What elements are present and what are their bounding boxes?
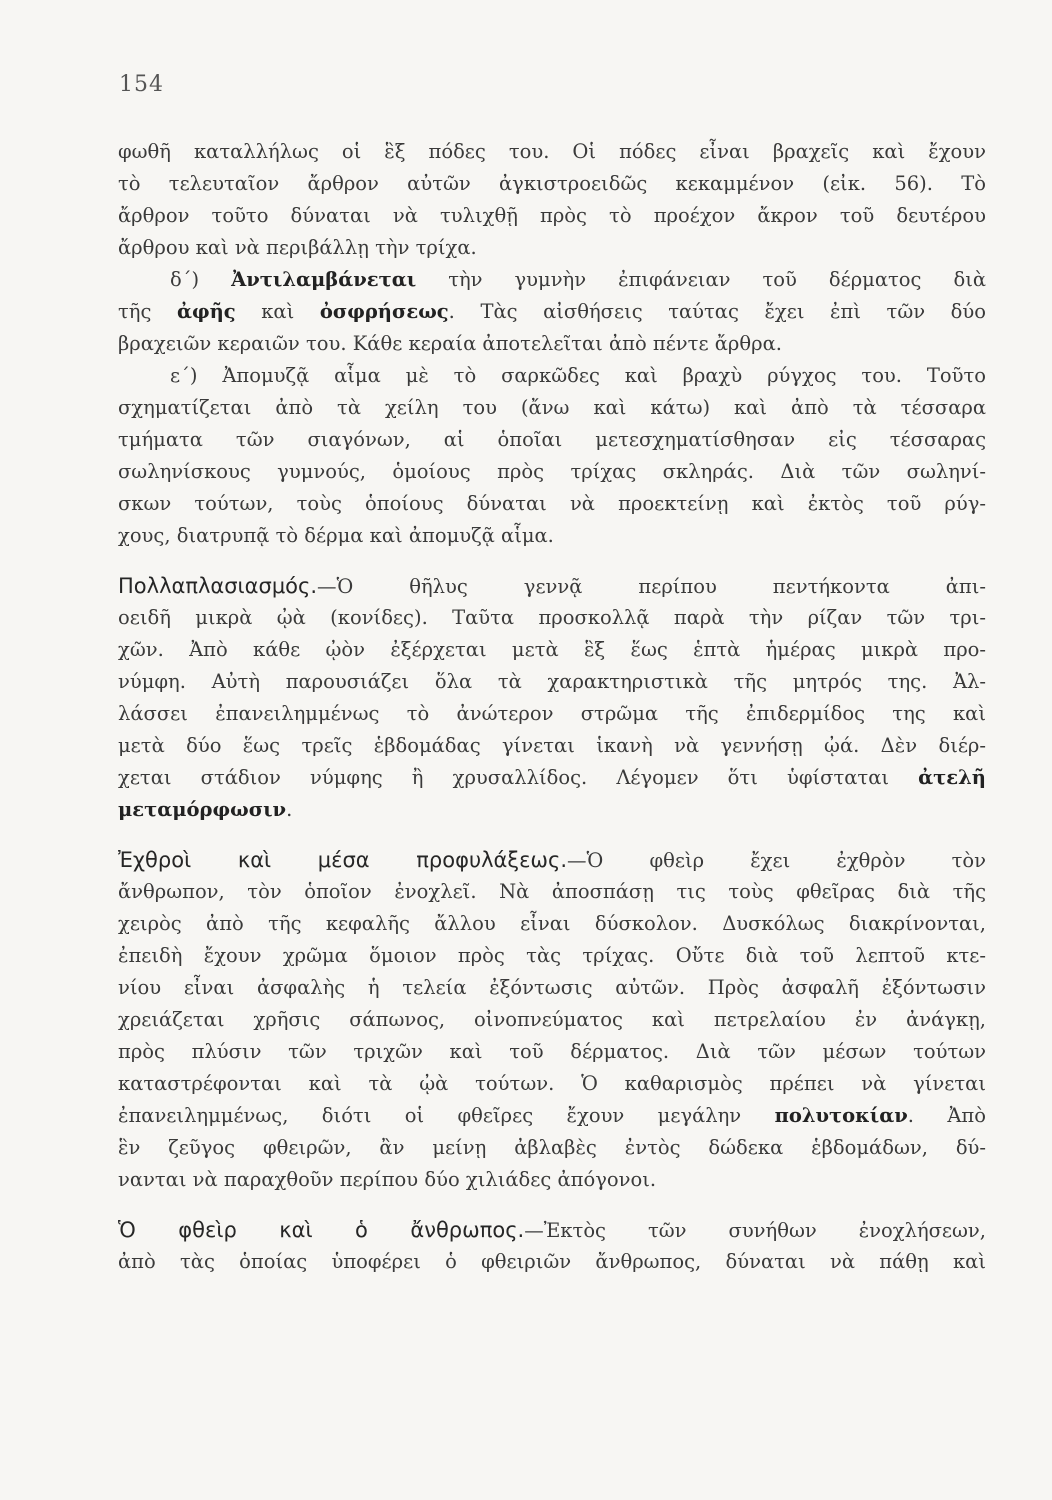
- text-line: Ὁ φθεὶρ καὶ ὁ ἄνθρωπος.—Ἐκτὸς τῶν συνήθων ἐνοχλήσεων,: [118, 1218, 986, 1242]
- text-line: ἄρθρον τοῦτο δύναται νὰ τυλιχθῇ πρὸς τὸ προέχον ἄκρον τοῦ δευτέρου: [118, 204, 986, 227]
- text-line: χρειάζεται χρῆσις σάπωνος, οἰνοπνεύματος καὶ πετρελαίου ἐν ἀνάγκῃ,: [118, 1008, 986, 1031]
- text-line: σωληνίσκους γυμνούς, ὁμοίους πρὸς τρίχας σκληράς. Διὰ τῶν σωληνί-: [118, 460, 986, 483]
- text-line: βραχειῶν κεραιῶν του. Κάθε κεραία ἀποτελεῖται ἀπὸ πέντε ἄρθρα.: [118, 332, 782, 355]
- section-heading: Πολλαπλασιασμός.: [118, 574, 318, 598]
- text-line: μετὰ δύο ἕως τρεῖς ἑβδομάδας γίνεται ἱκανὴ νὰ γεννήσῃ ᾠά. Δὲν διέρ-: [118, 734, 986, 757]
- text-line: χεται στάδιον νύμφης ἢ χρυσαλλίδος. Λέγομεν ὅτι ὑφίσταται ἀτελῆ: [118, 766, 986, 789]
- text-line: ἐπανειλημμένως, διότι οἱ φθεῖρες ἔχουν μεγάλην πολυτοκίαν. Ἀπὸ: [118, 1104, 986, 1127]
- bold-term: ἀτελῆ: [918, 766, 986, 789]
- bold-term: Ἀντιλαμβάνεται: [231, 268, 417, 291]
- text-line: ἄνθρωπον, τὸν ὁποῖον ἐνοχλεῖ. Νὰ ἀποσπάσῃ τις τοὺς φθεῖρας διὰ τῆς: [118, 880, 986, 903]
- text-line: σκων τούτων, τοὺς ὁποίους δύναται νὰ προεκτείνῃ καὶ ἐκτὸς τοῦ ρύγ-: [118, 492, 986, 515]
- text-line: τῆς ἀφῆς καὶ ὀσφρήσεως. Τὰς αἰσθήσεις ταύτας ἔχει ἐπὶ τῶν δύο: [118, 300, 986, 323]
- text-line: νύμφη. Αὐτὴ παρουσιάζει ὅλα τὰ χαρακτηριστικὰ τῆς μητρός της. Ἀλ-: [118, 670, 986, 693]
- text-line: ε΄) Ἀπομυζᾷ αἷμα μὲ τὸ σαρκῶδες καὶ βραχὺ ρύγχος του. Τοῦτο: [170, 364, 986, 387]
- bold-term: ἀφῆς: [176, 300, 236, 323]
- text-line: σχηματίζεται ἀπὸ τὰ χείλη του (ἄνω καὶ κάτω) καὶ ἀπὸ τὰ τέσσαρα: [118, 396, 986, 419]
- text-line: μεταμόρφωσιν.: [118, 798, 293, 821]
- section-heading: Ἐχθροὶ καὶ μέσα προφυλάξεως.: [118, 848, 568, 872]
- text-line: χῶν. Ἀπὸ κάθε ᾠὸν ἐξέρχεται μετὰ ἓξ ἕως ἑπτὰ ἡμέρας μικρὰ προ-: [118, 638, 986, 661]
- text-line: τμήματα τῶν σιαγόνων, αἱ ὁποῖαι μετεσχηματίσθησαν εἰς τέσσαρας: [118, 428, 986, 451]
- text-line: χειρὸς ἀπὸ τῆς κεφαλῆς ἄλλου εἶναι δύσκολον. Δυσκόλως διακρίνονται,: [118, 912, 986, 935]
- text-line: καταστρέφονται καὶ τὰ ᾠὰ τούτων. Ὁ καθαρισμὸς πρέπει νὰ γίνεται: [118, 1072, 986, 1095]
- page-number: 154: [119, 72, 164, 97]
- bold-term: μεταμόρφωσιν: [118, 798, 287, 821]
- text-line: φωθῆ καταλλήλως οἱ ἓξ πόδες του. Οἱ πόδες εἶναι βραχεῖς καὶ ἔχουν: [118, 140, 986, 163]
- text-line: λάσσει ἐπανειλημμένως τὸ ἀνώτερον στρῶμα τῆς ἐπιδερμίδος της καὶ: [118, 702, 986, 725]
- text-line: ἄρθρου καὶ νὰ περιβάλλῃ τὴν τρίχα.: [118, 236, 477, 259]
- text-line: Ἐχθροὶ καὶ μέσα προφυλάξεως.—Ὁ φθεὶρ ἔχει ἐχθρὸν τὸν: [118, 848, 986, 872]
- text-line: δ΄) Ἀντιλαμβάνεται τὴν γυμνὴν ἐπιφάνειαν τοῦ δέρματος διὰ: [170, 268, 987, 291]
- text-line: ἀπὸ τὰς ὁποίας ὑποφέρει ὁ φθειριῶν ἄνθρωπος, δύναται νὰ πάθῃ καὶ: [118, 1250, 986, 1273]
- text-line: νίου εἶναι ἀσφαλὴς ἡ τελεία ἐξόντωσις αὐτῶν. Πρὸς ἀσφαλῆ ἐξόντωσιν: [118, 976, 986, 999]
- text-line: ἓν ζεῦγος φθειρῶν, ἂν μείνῃ ἀβλαβὲς ἐντὸς δώδεκα ἑβδομάδων, δύ-: [118, 1136, 986, 1159]
- text-line: οειδῆ μικρὰ ᾠὰ (κονίδες). Ταῦτα προσκολλᾷ παρὰ τὴν ρίζαν τῶν τρι-: [118, 606, 986, 629]
- text-line: πρὸς πλύσιν τῶν τριχῶν καὶ τοῦ δέρματος. Διὰ τῶν μέσων τούτων: [118, 1040, 986, 1063]
- text-line: χους, διατρυπᾷ τὸ δέρμα καὶ ἀπομυζᾷ αἷμα.: [118, 524, 554, 547]
- text-line: τὸ τελευταῖον ἄρθρον αὐτῶν ἀγκιστροειδῶς κεκαμμένον (εἰκ. 56). Τὸ: [118, 172, 986, 195]
- section-heading: Ὁ φθεὶρ καὶ ὁ ἄνθρωπος.: [118, 1218, 525, 1242]
- text-line: νανται νὰ παραχθοῦν περίπου δύο χιλιάδες ἀπόγονοι.: [118, 1168, 657, 1191]
- bold-term: πολυτοκίαν: [774, 1104, 908, 1127]
- bold-term: ὀσφρήσεως: [319, 300, 449, 323]
- text-line: ἐπειδὴ ἔχουν χρῶμα ὅμοιον πρὸς τὰς τρίχας. Οὔτε διὰ τοῦ λεπτοῦ κτε-: [118, 944, 986, 967]
- page-body: [118, 136, 986, 1278]
- text-line: Πολλαπλασιασμός.—Ὁ θῆλυς γεννᾷ περίπου πεντήκοντα ἀπι-: [118, 574, 986, 598]
